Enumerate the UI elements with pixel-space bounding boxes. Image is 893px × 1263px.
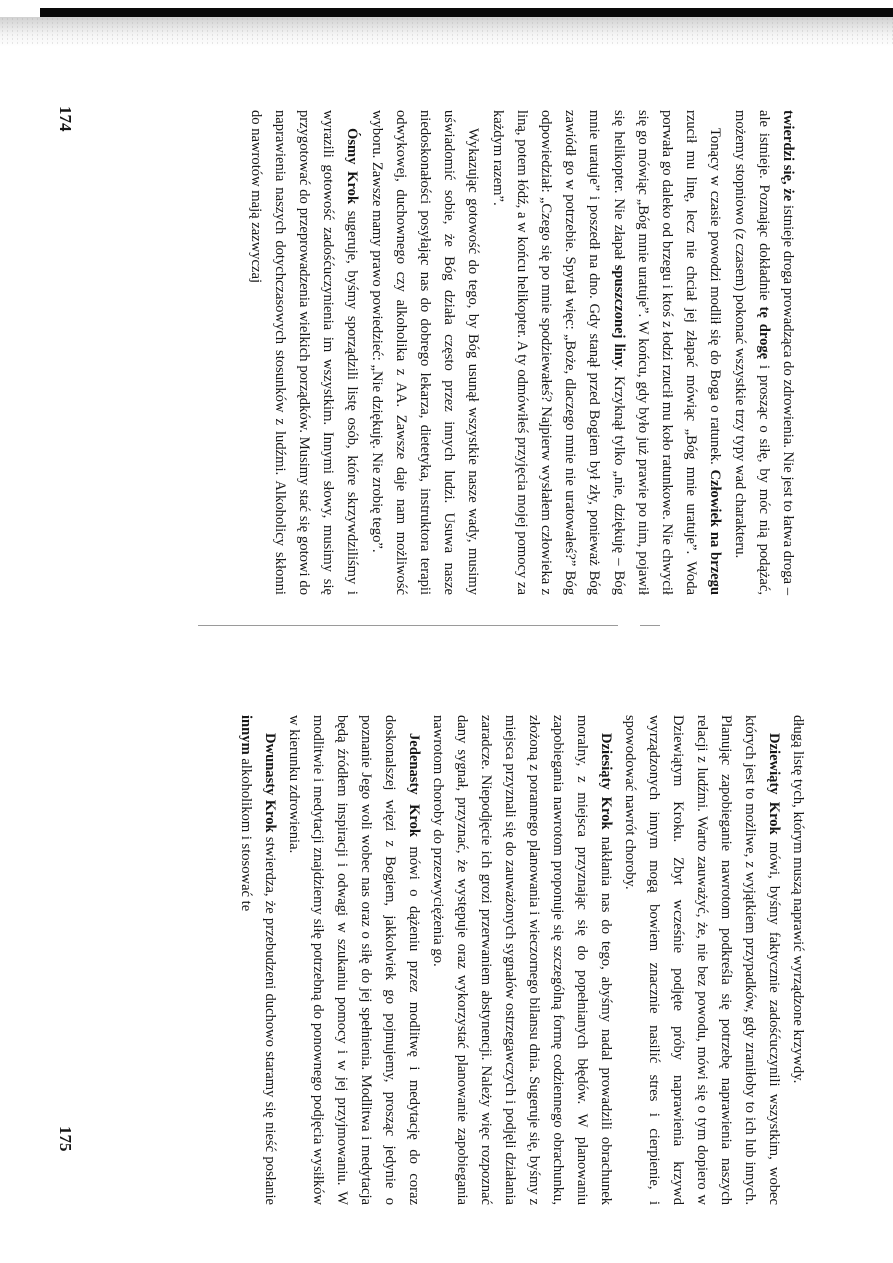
- text-run: Tonący w czasie powodzi modlił się do Boga o ratunek.: [707, 128, 724, 470]
- paragraph: [282, 715, 426, 1205]
- page-divider-2: [640, 625, 660, 626]
- page-number-175: 175: [56, 1126, 75, 1152]
- paragraph: [485, 110, 727, 595]
- page-divider: [198, 625, 618, 626]
- paragraph: [618, 715, 786, 1205]
- text-run: mówi, byśmy faktycznie zadośćuczynili wszystkim, wobec których jest to możliwe, z wyjątkiem przypadków, gdy zraniłoby to ich lub innych. Planując zapobieganie nawrotom podkreśla się potrzebę naprawienia naszych relacji z ludźmi. Warto zauważyć, że, nie bez powodu, mówi się o tym dopiero w Dziewiątym Kroku. Zbyt wcześnie podjęte próby naprawienia krzywd wyrządzonych innym mogą bowiem znacznie nasilić stres i cierpienie, i spowodować nawrót choroby.: [622, 715, 782, 1205]
- text-run: . Krzyknął tylko „nie, dziękuję – Bóg mnie uratuje” i poszedł na dno. Gdy stanął przed Bogiem był zły, ponieważ Bóg zawiódł go w potrzebie. Spytał więc: „Boże, dlaczego mnie nie uratowałeś?” Bóg odpowiedział: „Czego się po mnie spodziewałeś? Najpierw wysłałem człowieka z liną, potem łódź, a w końcu helikopter. A ty odmówiłeś przyjęcia mojej pomocy za każdym razem”.: [489, 110, 627, 595]
- bold-term: Jedenasty Krok: [406, 733, 422, 838]
- scan-noise: [0, 17, 893, 45]
- page-number-174: 174: [56, 106, 75, 132]
- text-run: alkoholikom i stosować te: [238, 754, 254, 912]
- text-run: stwierdza, że przebudzeni duchowo staramy się nieść posłanie: [262, 832, 278, 1205]
- bold-term: Dziesiąty Krok: [598, 733, 614, 830]
- paragraph: [234, 715, 282, 1205]
- text-run: i prosząc o siłę, by móc nią podążać, możemy stopniowo (z czasem) pokonać wszystkie trzy typy wad charakteru.: [731, 110, 772, 596]
- text-run: sugeruje, byśmy sporządzili listę osób, które skrzywdziliśmy i wyrazili gotowość zadośćuczynienia im wszystkim. Innymi słowy, musimy się przygotować do przeprowadzenia wielkich porządków. Musimy stać się gotowi do naprawienia naszych dotychczasowych stosunków z ludźmi. Alkoholicy skłonni do nawrotów mają zazwyczaj: [247, 110, 361, 595]
- bold-term: Człowiek na brzegu: [707, 469, 724, 595]
- text-run: nakłania nas do tego, abyśmy nadal prowadzili obrachunek moralny, z miejsca przyznając się do popełnianych błędów. W planowaniu zapobiegania nawrotom proponuje się szczególną formę codziennego obrachunku, złożoną z porannego planowania i wieczornego bilansu dnia. Sugeruje się, byśmy z miejsca przyznali się do zauważonych sygnałów ostrzegawczych i podjęli działania zaradcze. Niepodjęcie ich grozi przerwaniem abstynencji. Należy więc rozpoznać dany sygnał, przyznać, że występuje oraz wykorzystać planowanie zapobiegania nawrotom choroby do przezwyciężenia go.: [430, 715, 614, 1205]
- bold-term: innym: [238, 715, 254, 755]
- text-run: Wykazując gotowość do tego, by Bóg usunął wszystkie nasze wady, musimy uświadomić sobie, że Bóg działa często przez innych ludzi. Usuwa nasze niedoskonałości posyłając nas do dobrego lekarza, dietetyka, instruktora terapii odwykowej, duchownego czy alkoholika z AA. Zawsze daje nam możliwość wyboru. Zawsze mamy prawo powiedzieć: „Nie dziękuję. Nie zrobię tego”.: [368, 110, 482, 595]
- paragraph: [426, 715, 618, 1205]
- bold-term: twierdzi się, że: [780, 110, 796, 202]
- text-run: mówi o dążeniu przez modlitwę i medytację do coraz doskonalszej więzi z Bogiem, jakkolwiek go pojmujemy, prosząc jedynie o poznanie Jego woli wobec nas oraz o siłę do jej spełnienia. Modlitwa i medytacja będą źródłem inspiracji i odwagi w szukaniu pomocy i w jej przyjmowaniu. W modlitwie i medytacji znajdziemy siłę potrzebną do ponownego podjęcia wysiłków w kierunku zdrowienia.: [286, 715, 422, 1206]
- text-run: istnieje droga prowadząca do zdrowienia. Nie jest to łatwa droga – ale istnieje. Poznając dokładnie: [755, 110, 796, 596]
- text-run: długą listę tych, którym muszą naprawić wyrządzone krzywdy.: [790, 715, 806, 1084]
- bold-term: Dwunasty Krok: [262, 733, 278, 833]
- bold-term: spuszczonej liny: [610, 264, 627, 368]
- bold-term: Dziewiąty Krok: [766, 733, 782, 835]
- paragraph: [786, 715, 810, 1205]
- paragraph: [243, 110, 364, 595]
- bold-term: Ósmy Krok: [344, 128, 361, 205]
- paragraph: [727, 110, 800, 595]
- scan-top-edge: [40, 8, 893, 17]
- page-175-text: [234, 715, 810, 1205]
- paragraph: [364, 110, 485, 595]
- bold-term: tę drogę: [755, 306, 772, 360]
- page-174-text: [243, 110, 800, 595]
- text-run: rzucił mu linę, lecz nie chciał jej złapać mówiąc „Bóg mnie uratuje”. Woda porwała go daleko od brzegu i ktoś z łodzi rzucił mu koło ratunkowe. Nie chwycił się go mówiąc „Bóg mnie uratuje”. W końcu, gdy było już prawie po nim, pojawił się helikopter. Nie złapał: [610, 110, 700, 595]
